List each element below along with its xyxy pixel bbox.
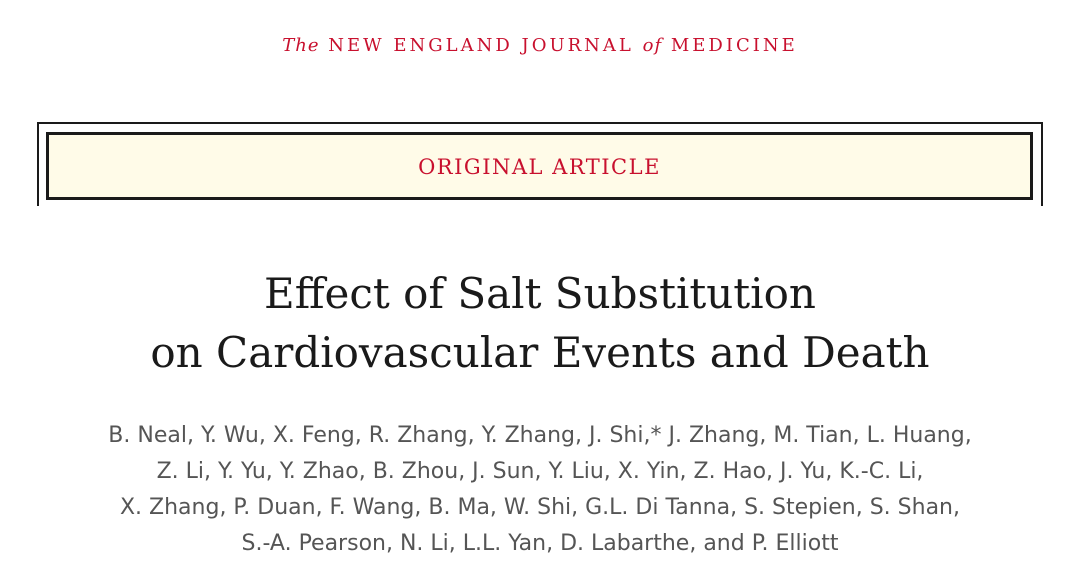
masthead-the: The <box>282 35 320 56</box>
journal-masthead <box>0 34 1080 58</box>
article-title-line-2: on Cardiovascular Events and Death <box>150 328 930 377</box>
article-title-line-1: Effect of Salt Substitution <box>264 269 816 318</box>
masthead-name-part1: NEW ENGLAND JOURNAL <box>328 35 634 56</box>
author-list-line-3: X. Zhang, P. Duan, F. Wang, B. Ma, W. Shi, G.L. Di Tanna, S. Stepien, S. Shan, <box>119 495 960 520</box>
author-list-line-4: S.-A. Pearson, N. Li, L.L. Yan, D. Labarthe, and P. Elliott <box>241 531 839 556</box>
masthead-name-part2: MEDICINE <box>670 35 798 56</box>
section-banner <box>46 132 1033 200</box>
section-label: ORIGINAL ARTICLE <box>418 155 661 179</box>
author-list-line-1: B. Neal, Y. Wu, X. Feng, R. Zhang, Y. Zhang, J. Shi,* J. Zhang, M. Tian, L. Huang, <box>108 423 972 448</box>
masthead-of: of <box>642 35 663 56</box>
author-list-line-2: Z. Li, Y. Yu, Y. Zhao, B. Zhou, J. Sun, Y. Liu, X. Yin, Z. Hao, J. Yu, K.-C. Li, <box>156 459 924 484</box>
